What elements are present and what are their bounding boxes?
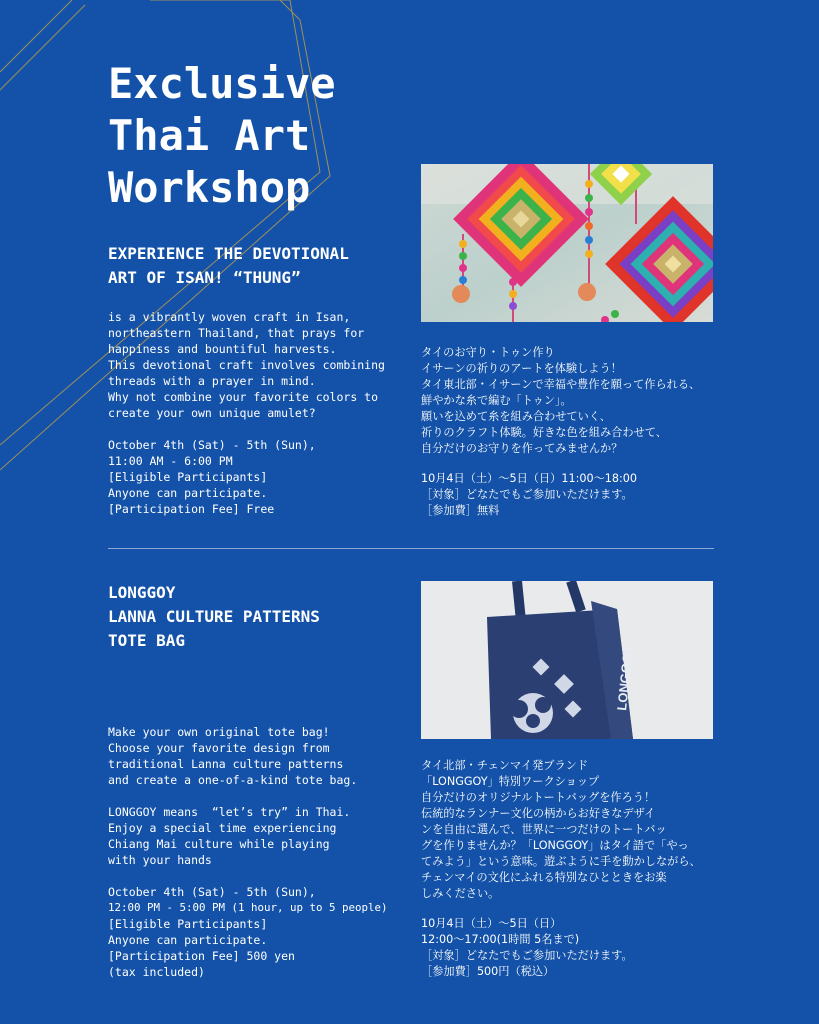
text-line: 10月4日（土）〜5日（日）11:00〜18:00 [421,472,638,485]
text-line: This devotional craft involves combining [108,358,385,372]
text-line: Anyone can participate. [108,486,268,500]
text-line: Why not combine your favorite colors to [108,390,379,404]
text-line: 祈りのクラフト体験。好きな色を組み合わせて、 [421,426,667,439]
text-line: ［参加費］無料 [421,504,500,517]
thung-jp-details [421,471,721,519]
text-line: with your hands [108,853,212,867]
text-line: ［対象］どなたでもご参加いただけます。 [421,949,633,962]
longgoy-heading [108,581,320,653]
text-line: 自分だけのオリジナルトートバッグを作ろう！ [421,791,656,804]
heading-line: TOTE BAG [108,631,186,650]
title-line: Workshop [108,163,311,212]
text-line: October 4th (Sat) - 5th (Sun), [108,438,316,452]
text-line: てみよう」という意味。遊ぶように手を動かしながら、 [421,855,701,868]
thung-details [108,437,408,517]
thung-heading [108,242,349,290]
heading-line: LANNA CULTURE PATTERNS [108,607,320,626]
bag-print-text: LONGGOY [614,643,636,712]
longgoy-jp-details [421,916,721,980]
text-line: 伝統的なランナー文化の柄からお好きなデザイ [421,807,656,820]
text-line: is a vibrantly woven craft in Isan, [108,310,351,324]
text-line: タイのお守り・トゥン作り [421,346,555,359]
title-line: Exclusive [108,59,336,108]
text-line: (tax included) [108,965,205,979]
text-line: タイ北部・チェンマイ発ブランド [421,759,589,772]
text-line: Choose your favorite design from [108,741,330,755]
text-line: [Eligible Participants] [108,917,268,931]
text-line: ［参加費］500円（税込） [421,965,555,978]
tote-bag-image [421,581,713,739]
heading-line: EXPERIENCE THE DEVOTIONAL [108,244,349,263]
longgoy-jp-description [421,758,721,902]
text-line: northeastern Thailand, that prays for [108,326,365,340]
text-line: Make your own original tote bag! [108,725,330,739]
text-line: LONGGOY means “let’s try” in Thai. [108,805,351,819]
text-line: しみください。 [421,887,500,900]
text-line: [Eligible Participants] [108,470,268,484]
thung-amulets-image [421,164,713,322]
text-line: 願いを込めて糸を組み合わせていく、 [421,410,611,423]
text-line: 「LONGGOY」特別ワークショップ [421,775,600,788]
heading-line: ART OF ISAN! “THUNG” [108,268,301,287]
text-line: タイ東北部・イサーンで幸福や豊作を願って作られる、 [421,378,701,391]
text-line: 11:00 AM - 6:00 PM [108,454,233,468]
text-line: happiness and bountiful harvests. [108,342,337,356]
text-line: ンを自由に選んで、世界に一つだけのトートバッ [421,823,667,836]
page-title [108,58,336,214]
text-line: [Participation Fee] 500 yen [108,949,295,963]
text-line: Chiang Mai culture while playing [108,837,330,851]
text-line: 10月4日（土）〜5日（日） [421,917,562,930]
text-line: イサーンの祈りのアートを体験しよう！ [421,362,622,375]
longgoy-details [108,884,428,980]
text-line: Anyone can participate. [108,933,268,947]
text-line: 鮮やかな糸で編む「トゥン」。 [421,394,572,407]
text-line: traditional Lanna culture patterns [108,757,344,771]
text-line: threads with a prayer in mind. [108,374,316,388]
title-line: Thai Art [108,111,311,160]
tote-bag-photo [421,581,713,739]
thung-description [108,309,408,421]
text-line: ［対象］どなたでもご参加いただけます。 [421,488,633,501]
text-line: 12:00 PM - 5:00 PM (1 hour, up to 5 people) [108,901,388,914]
longgoy-description [108,724,408,868]
section-divider [108,548,714,549]
text-line: チェンマイの文化にふれる特別なひとときをお楽 [421,871,667,884]
text-line: and create a one-of-a-kind tote bag. [108,773,358,787]
text-line: [Participation Fee] Free [108,502,275,516]
text-line: Enjoy a special time experiencing [108,821,337,835]
text-line: October 4th (Sat) - 5th (Sun), [108,885,316,899]
text-line: グを作りませんか？「LONGGOY」はタイ語で「やっ [421,839,689,852]
text-line [108,788,408,804]
text-line: create your own unique amulet? [108,406,316,420]
text-line: 12:00〜17:00(1時間 5名まで) [421,933,580,946]
heading-line: LONGGOY [108,583,176,602]
thung-photo [421,164,713,322]
thung-jp-description [421,345,721,457]
text-line: 自分だけのお守りを作ってみませんか？ [421,442,623,455]
